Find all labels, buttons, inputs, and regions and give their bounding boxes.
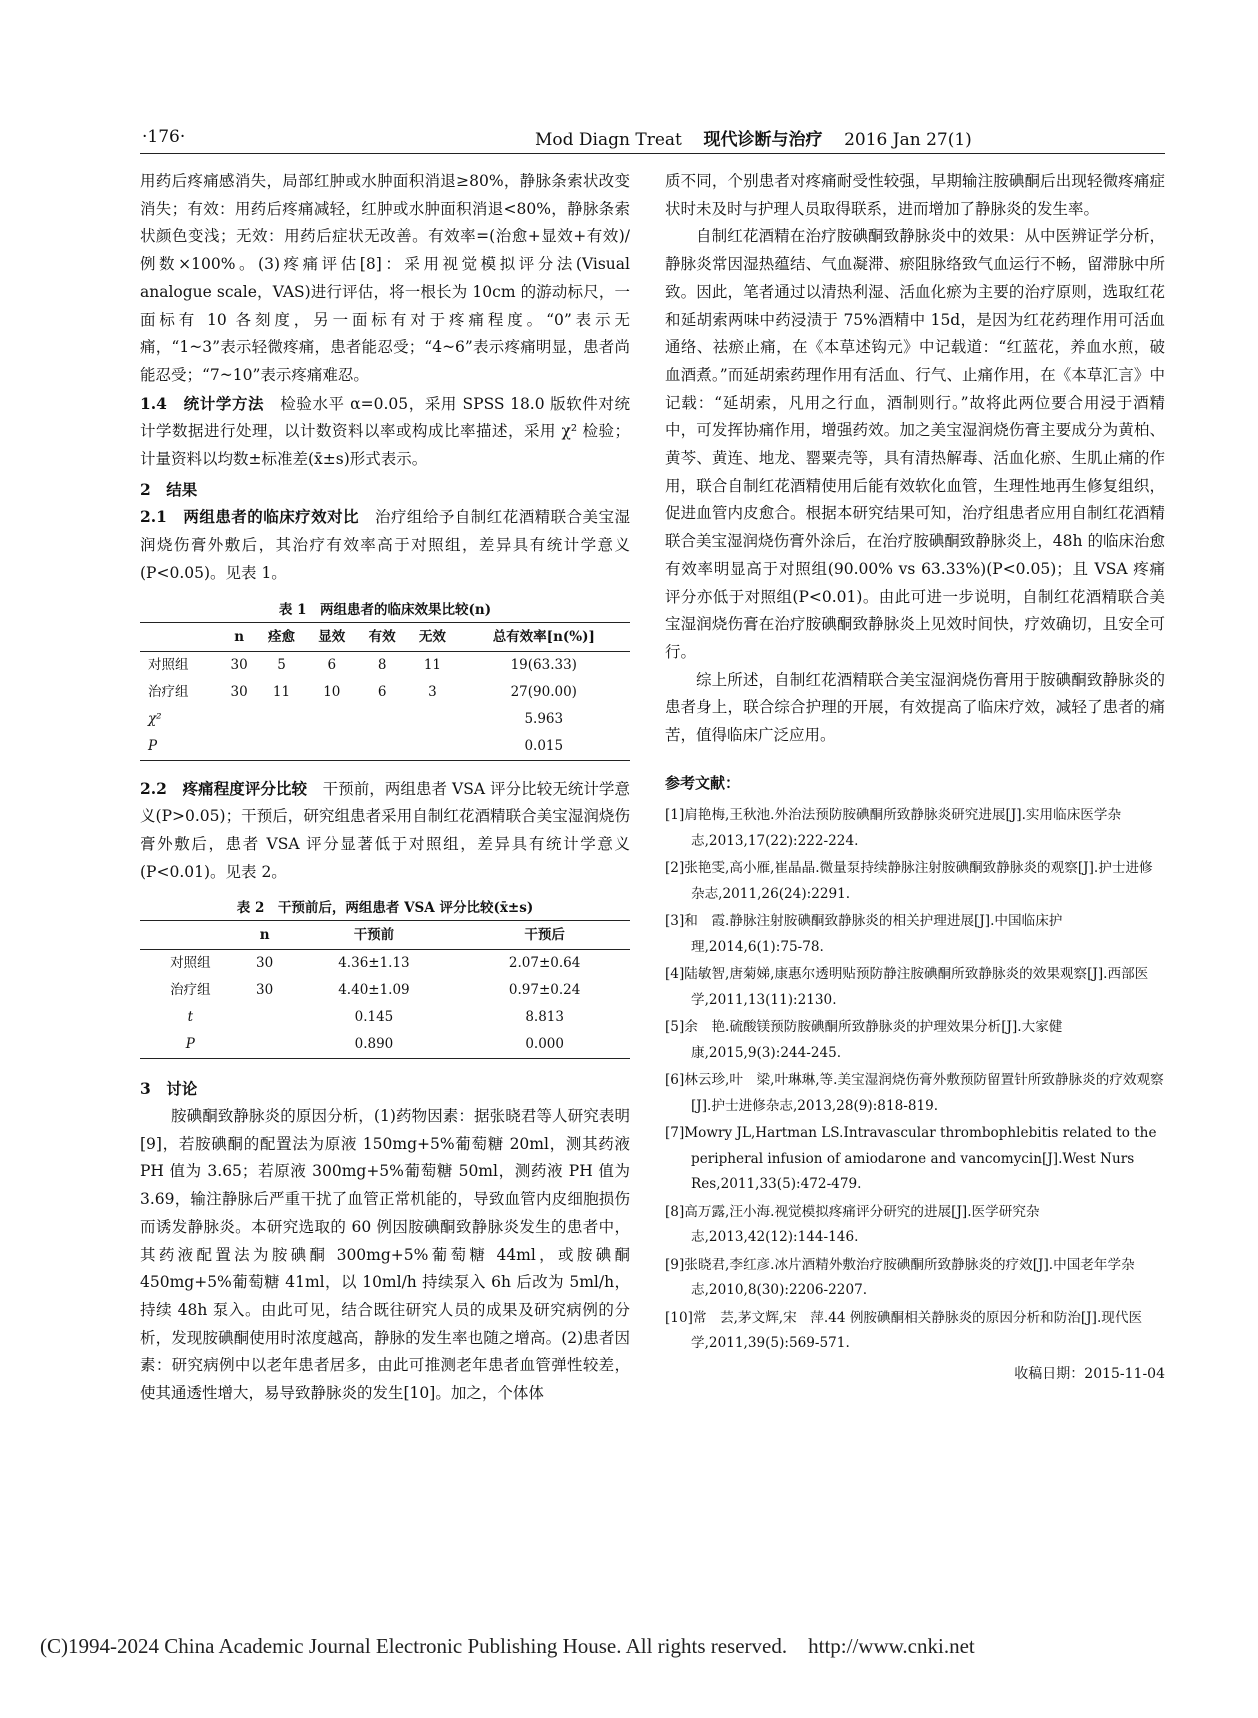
reference-item: [1]肩艳梅,王秋池.外治法预防胺碘酮所致静脉炎研究进展[J].实用临床医学杂志,2013,17(22):222-224.	[665, 807, 1122, 849]
table-cell	[407, 706, 457, 733]
criteria-paragraph: 用药后疼痛感消失，局部红肿或水肿面积消退≥80%，静脉条索状改变消失；有效：用药后疼痛减轻，红肿或水肿面积消退<80%，静脉条索状颜色变浅；无效：用药后症状无改善。有效率=(治愈+显效+有效)/例数×100%。(3)疼痛评估[8]：采用视觉模拟评分法(Visual analogue scale，VAS)进行评估，将一根长为 10cm 的游动标尺，一面标有 10 各刻度，另一面标有对于疼痛程度。“0”表示无痛，“1~3”表示轻微疼痛，患者能忍受；“4~6”表示疼痛明显，患者尚能忍受；“7~10”表示疼痛难忍。	[140, 172, 630, 384]
table-cell: 0.890	[354, 1036, 394, 1053]
table-header: 总有效率[n(%)]	[492, 628, 595, 645]
journal-line	[535, 125, 972, 150]
table-header: 无效	[418, 628, 446, 645]
table-cell: χ²	[148, 710, 162, 727]
discussion-paragraph: 胺碘酮致静脉炎的原因分析，(1)药物因素：据张晓君等人研究表明[9]，若胺碘酮的配置法为原液 150mg+5%葡萄糖 20ml，测其药液 PH 值为 3.65；若原液 300mg+5%葡萄糖 50ml，测药液 PH 值为 3.69，输注静脉后严重干扰了血管正常机能的，导致血管内皮细胞损伤而诱发静脉炎。本研究选取的 60 例因胺碘酮致静脉炎发生的患者中，其药液配置法为胺碘酮 300mg+5%葡萄糖 44ml，或胺碘酮 450mg+5%葡萄糖 41ml，以 10ml/h 持续泵入 6h 后改为 5ml/h，持续 48h 泵入。由此可见，结合既往研究人员的成果及研究病例的分析，发现胺碘酮使用时浓度越高，静脉的发生率也随之增高。(2)患者因素：研究病例中以老年患者居多，由此可推测老年患者血管弹性较差，使其通透性增大，易导致静脉炎的发生[10]。加之，个体体	[140, 1107, 630, 1403]
conclusion-paragraph: 综上所述，自制红花酒精联合美宝湿润烧伤膏用于胺碘酮致静脉炎的患者身上，联合综合护理的开展，有效提高了临床疗效，减轻了患者的痛苦，值得临床广泛应用。	[665, 670, 1165, 745]
table-header: 有效	[368, 628, 396, 645]
section-2-1	[140, 503, 630, 587]
table-row	[140, 651, 630, 679]
references-list	[665, 803, 1165, 1357]
table-cell	[307, 733, 357, 761]
table-cell: P	[185, 1036, 195, 1053]
table-cell	[256, 706, 306, 733]
reference-item: [8]高万露,汪小海.视觉模拟疼痛评分研究的进展[J].医学研究杂志,2013,42(12):144-146.	[665, 1203, 1040, 1246]
reference-item: [7]Mowry JL,Hartman LS.Intravascular thrombophlebitis related to the peripheral infusion of amiodarone and vancomycin[J].West Nurs Res,2011,33(5):472-479.	[665, 1125, 1157, 1193]
reference-item: [6]林云珍,叶 梁,叶琳琳,等.美宝湿润烧伤膏外敷预防留置针所致静脉炎的疗效观察[J].护士进修杂志,2013,28(9):818-819.	[665, 1072, 1164, 1114]
section-1-4-title: 1.4 统计学方法	[140, 393, 265, 413]
table-row	[140, 977, 630, 1004]
table-cell: 6	[377, 683, 387, 700]
section-1-4	[140, 390, 630, 474]
table-cell	[256, 733, 306, 761]
table-cell: 治疗组	[148, 683, 189, 700]
reference-item: [9]张晓君,李红彦.冰片酒精外敷治疗胺碘酮所致静脉炎的疗效[J].中国老年学杂志,2010,8(30):2206-2207.	[665, 1256, 1135, 1299]
reference-item: [10]常 芸,茅文辉,宋 萍.44 例胺碘酮相关静脉炎的原因分析和防治[J].现代医学,2011,39(5):569-571.	[665, 1309, 1143, 1352]
table-header	[140, 921, 241, 950]
reference-item: [4]陆敏智,唐菊娣,康惠尔透明贴预防静注胺碘酮所致静脉炎的效果观察[J].西部医学,2011,13(11):2130.	[665, 966, 1149, 1008]
table-cell	[241, 1004, 289, 1031]
table-cell: 19(63.33)	[510, 656, 577, 673]
table-header: n	[259, 927, 270, 944]
table-cell: 对照组	[148, 656, 189, 673]
right-column	[665, 168, 1165, 1389]
table-cell: 27(90.00)	[510, 683, 577, 700]
table-cell: 5.963	[524, 710, 564, 727]
table-1-caption: 表 1 两组患者的临床效果比较(n)	[278, 601, 492, 618]
table-2	[140, 920, 630, 1059]
table-cell	[241, 1031, 289, 1059]
table-cell	[357, 733, 407, 761]
table-cell	[222, 706, 256, 733]
table-cell: 3	[428, 683, 437, 700]
table-header-row	[140, 622, 630, 651]
journal-en: Mod Diagn Treat	[535, 130, 682, 150]
table-cell: 治疗组	[170, 982, 211, 999]
copyright-footer: (C)1994-2024 China Academic Journal Electronic Publishing House. All rights reserved. http://www.cnki.net	[40, 1634, 975, 1658]
table-cell: 6	[327, 656, 337, 673]
table-header-row	[140, 921, 630, 950]
effect-paragraph: 自制红花酒精在治疗胺碘酮致静脉炎中的效果：从中医辨证学分析，静脉炎常因湿热蕴结、气血凝滞、瘀阻脉络致气血运行不畅，留滞脉中所致。因此，笔者通过以清热利湿、活血化瘀为主要的治疗原则，选取红花和延胡索两味中药浸渍于 75%酒精中 15d，是因为红花药理作用可活血通络、祛瘀止痛，在《本草述钩元》中记载道：“红蓝花，养血水煎，破血酒煮。”而延胡索药理作用有活血、行气、止痛作用，在《本草汇言》中记载：“延胡索，凡用之行血，酒制则行。”故将此两位要合用浸于酒精中，可发挥协痛作用，增强药效。加之美宝湿润烧伤膏主要成分为黄柏、黄芩、黄连、地龙、罂粟壳等，具有清热解毒、活血化瘀、生肌止痛的作用，联合自制红花酒精使用后能有效软化血管，生理性地再生修复组织，促进血管内皮愈合。根据本研究结果可知，治疗组患者应用自制红花酒精联合美宝湿润烧伤膏外涂后，在治疗胺碘酮致静脉炎上，48h 的临床治愈有效率明显高于对照组(90.00% vs 63.33%)(P<0.05)；且 VSA 疼痛评分亦低于对照组(P<0.01)。由此可进一步说明，自制红花酒精联合美宝湿润烧伤膏在治疗胺碘酮致静脉炎上见效时间快，疗效确切，且安全可行。	[665, 227, 1165, 661]
table-row	[140, 733, 630, 761]
received-date: 收稿日期：2015-11-04	[1014, 1365, 1165, 1382]
results-heading: 2 结果	[140, 479, 198, 499]
table-cell	[307, 706, 357, 733]
table-row	[140, 1031, 630, 1059]
section-2-1-text: 治疗组给予自制红花酒精联合美宝湿润烧伤膏外敷后，其治疗有效率高于对照组，差异具有统计学意义(P<0.05)。见表 1。	[140, 508, 630, 582]
table-header: 痊愈	[267, 628, 295, 645]
table-header: 干预后	[524, 927, 565, 944]
table-row	[140, 706, 630, 733]
table-header: 显效	[318, 628, 346, 645]
table-cell: 2.07±0.64	[508, 955, 581, 972]
table-cell: 30	[256, 982, 274, 999]
table-cell: 0.97±0.24	[508, 982, 581, 999]
table-cell: 8.813	[525, 1009, 564, 1026]
references-title: 参考文献：	[665, 773, 741, 792]
table-cell	[357, 706, 407, 733]
table-header	[140, 622, 222, 651]
table-cell: 0.015	[524, 737, 564, 754]
table-cell: 0.145	[354, 1009, 394, 1026]
section-1-4-text: 检验水平 α=0.05，采用 SPSS 18.0 版软件对统计学数据进行处理，以计数资料以率或构成比率描述，采用 χ² 检验；计量资料以均数±标准差(x̄±s)形式表示。	[140, 394, 631, 469]
table-1	[140, 622, 630, 761]
table-cell: 4.36±1.13	[338, 955, 410, 972]
section-2-2-text: 干预前，两组患者 VSA 评分比较无统计学意义(P>0.05)；干预后，研究组患者采用自制红花酒精联合美宝湿润烧伤膏外敷后，患者 VSA 评分显著低于对照组，差异具有统计学意义(P<0.01)。见表 2。	[140, 779, 630, 881]
reference-item: [3]和 霞.静脉注射胺碘酮致静脉炎的相关护理进展[J].中国临床护理,2014,6(1):75-78.	[665, 913, 1063, 955]
table-cell: 11	[272, 683, 291, 700]
table-cell: 10	[323, 683, 341, 700]
table-cell: 0.000	[525, 1036, 564, 1053]
reference-item: [2]张艳雯,高小雁,崔晶晶.微量泵持续静脉注射胺碘酮致静脉炎的观察[J].护士进修杂志,2011,26(24):2291.	[665, 860, 1153, 902]
table-header: n	[234, 628, 245, 645]
table-cell	[407, 733, 457, 761]
table-row	[140, 1004, 630, 1031]
table-cell: 4.40±1.09	[338, 982, 410, 999]
table-cell: 8	[377, 656, 387, 673]
table-cell: 30	[230, 656, 248, 673]
table-row	[140, 950, 630, 978]
reference-item: [5]余 艳.硫酸镁预防胺碘酮所致静脉炎的护理效果分析[J].大家健康,2015,9(3):244-245.	[665, 1019, 1063, 1061]
table-cell: t	[187, 1009, 194, 1026]
table-cell: P	[148, 737, 158, 754]
table-header: 干预前	[353, 927, 395, 944]
running-header	[140, 123, 1165, 154]
section-2-2	[140, 775, 630, 887]
section-2-1-title: 2.1 两组患者的临床疗效对比	[140, 507, 360, 527]
continued-paragraph: 质不同，个别患者对疼痛耐受性较强，早期输注胺碘酮后出现轻微疼痛症状时未及时与护理人员取得联系，进而增加了静脉炎的发生率。	[665, 172, 1165, 218]
table-cell: 对照组	[170, 955, 211, 972]
table-cell: 11	[423, 656, 442, 673]
discussion-heading: 3 讨论	[140, 1079, 198, 1099]
table-cell: 5	[277, 656, 286, 673]
journal-issue: 2016 Jan 27(1)	[844, 130, 972, 150]
page-number: ·176·	[142, 127, 186, 147]
table-2-caption: 表 2 干预前后，两组患者 VSA 评分比较(x̄±s)	[236, 900, 534, 917]
section-2-2-title: 2.2 疼痛程度评分比较	[140, 778, 308, 798]
table-row	[140, 679, 630, 706]
journal-cn: 现代诊断与治疗	[703, 130, 823, 150]
table-cell: 30	[256, 955, 274, 972]
table-cell	[222, 733, 256, 761]
table-cell: 30	[230, 683, 248, 700]
left-column	[140, 168, 630, 1408]
